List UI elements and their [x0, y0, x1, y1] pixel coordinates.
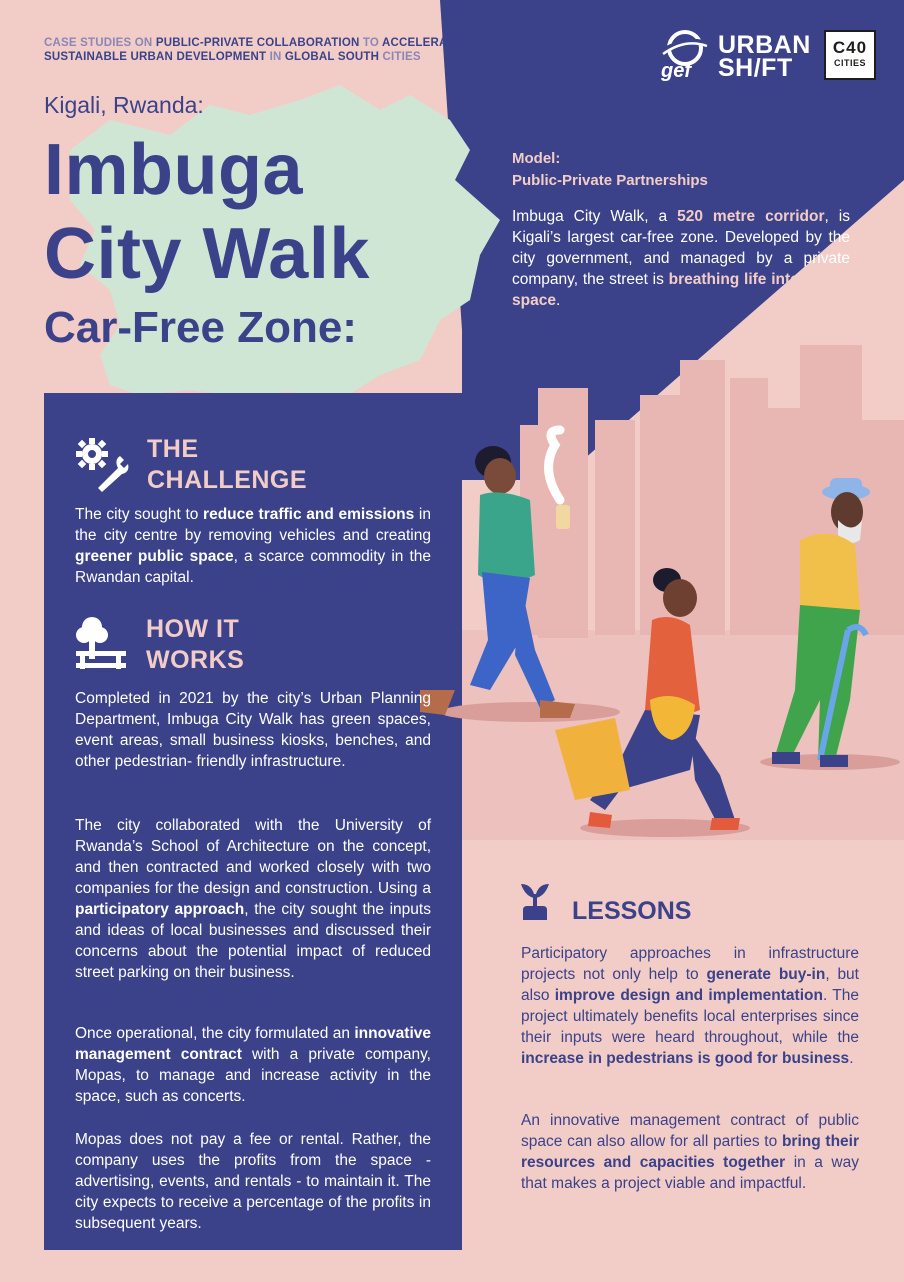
body-text: CASE STUDIES ON	[44, 37, 156, 49]
how-paragraph-3	[75, 1023, 431, 1107]
lessons-paragraph-2	[521, 1110, 859, 1194]
emphasis-text: increase in pedestrians is good for business	[521, 1050, 850, 1067]
body-text: Mopas does not pay a fee or rental. Rather, the company uses the profits from the space - advertising, events, and rentals - to maintain it. The city expects to receive a percentage of the profits in subsequent years.	[75, 1131, 431, 1232]
model-value: Public-Private Partnerships	[512, 172, 708, 189]
body-text: TO	[359, 37, 383, 49]
urban-shift-logo	[718, 31, 811, 82]
how-heading-line-1: HOW IT	[146, 615, 240, 643]
challenge-heading	[147, 434, 307, 496]
body-text: IN	[266, 51, 285, 63]
intro-paragraph	[512, 206, 850, 311]
body-text: , but also	[521, 966, 859, 1004]
how-paragraph-4	[75, 1129, 431, 1234]
body-text: , a scarce commodity in the Rwandan capital.	[75, 548, 431, 586]
body-text: , the city sought the inputs and ideas of local businesses and discussed their concerns about the potential impact of reduced street parking on their business.	[75, 901, 431, 981]
emphasis-text: PUBLIC-PRIVATE COLLABORATION	[155, 37, 360, 49]
page-title	[44, 128, 370, 296]
emphasis-text: innovative management contract	[75, 1025, 431, 1063]
body-text: in the city centre by removing vehicles and creating	[75, 506, 431, 544]
lessons-paragraph-1	[521, 943, 859, 1069]
challenge-paragraph	[75, 504, 431, 588]
location-label: Kigali, Rwanda:	[44, 92, 204, 118]
emphasis-text: 520 metre corridor	[677, 208, 825, 225]
emphasis-text: breathing life into public space	[512, 271, 851, 309]
model-label: Model:	[512, 150, 561, 167]
gef-logo	[655, 26, 711, 89]
how-paragraph-2	[75, 815, 431, 983]
body-text: Once operational, the city formulated an	[75, 1025, 355, 1042]
body-text: in a way that makes a project viable and impactful.	[521, 1154, 859, 1192]
body-text: .	[849, 1050, 854, 1067]
c40-line-1: C40	[832, 38, 868, 57]
gef-logo-text: gef	[661, 60, 691, 82]
body-text: Participatory approaches in infrastructure projects not only help to	[521, 945, 859, 983]
emphasis-text: greener public space	[75, 548, 234, 565]
emphasis-text: bring their resources and capacities together	[521, 1133, 859, 1171]
emphasis-text: participatory approach	[75, 901, 245, 918]
seedling-icon	[519, 880, 551, 922]
body-text: The city collaborated with the University of Rwanda’s School of Architecture on the concept, and then contracted and worked closely with two companies for the design and construction. Using a	[75, 817, 431, 897]
body-text: . The project ultimately benefits local enterprises since their inputs were heard throughout, while the	[521, 987, 859, 1046]
challenge-heading-line-2: CHALLENGE	[147, 466, 308, 494]
body-text: Imbuga City Walk, a	[512, 208, 678, 225]
lessons-heading: LESSONS	[572, 897, 692, 925]
emphasis-text: reduce traffic and emissions	[203, 506, 415, 523]
body-text: The city sought to	[75, 506, 204, 523]
tree-bench-icon	[74, 615, 128, 671]
emphasis-text: ACCELERATE SUSTAINABLE URBAN DEVELOPMENT	[44, 37, 462, 63]
how-heading-line-2: WORKS	[146, 646, 245, 674]
title-line-1: Imbuga	[44, 130, 304, 210]
urban-shift-line-2: SH/FT	[718, 54, 793, 82]
body-text: with a private company, Mopas, to manage and increase activity in the space, such as concerts.	[75, 1046, 431, 1105]
emphasis-text: generate buy-in	[706, 966, 826, 983]
c40-cities-logo	[824, 30, 876, 80]
body-text: CITIES	[379, 51, 421, 63]
body-text: .	[555, 292, 561, 309]
body-text: , is Kigali’s largest car-free zone. Developed by the city government, and managed by a private company, the street is	[512, 208, 851, 288]
how-paragraph-1	[75, 688, 431, 772]
how-heading	[146, 614, 244, 676]
c40-line-2: CITIES	[833, 58, 866, 68]
body-text: An innovative management contract of public space can also allow for all parties to	[521, 1112, 859, 1150]
challenge-heading-line-1: THE	[147, 435, 199, 463]
emphasis-text: improve design and implementation	[554, 987, 823, 1004]
page-subtitle: Car-Free Zone:	[44, 303, 357, 352]
body-text: Completed in 2021 by the city’s Urban Planning Department, Imbuga City Walk has green spaces, event areas, small business kiosks, benches, and other pedestrian- friendly infrastructure.	[75, 690, 431, 770]
series-tagline	[44, 36, 484, 64]
urban-shift-line-1: URBAN	[718, 31, 811, 59]
title-line-2: City Walk	[44, 214, 370, 294]
gear-wrench-icon	[74, 438, 130, 494]
emphasis-text: GLOBAL SOUTH	[284, 51, 380, 63]
model-block	[512, 148, 708, 192]
